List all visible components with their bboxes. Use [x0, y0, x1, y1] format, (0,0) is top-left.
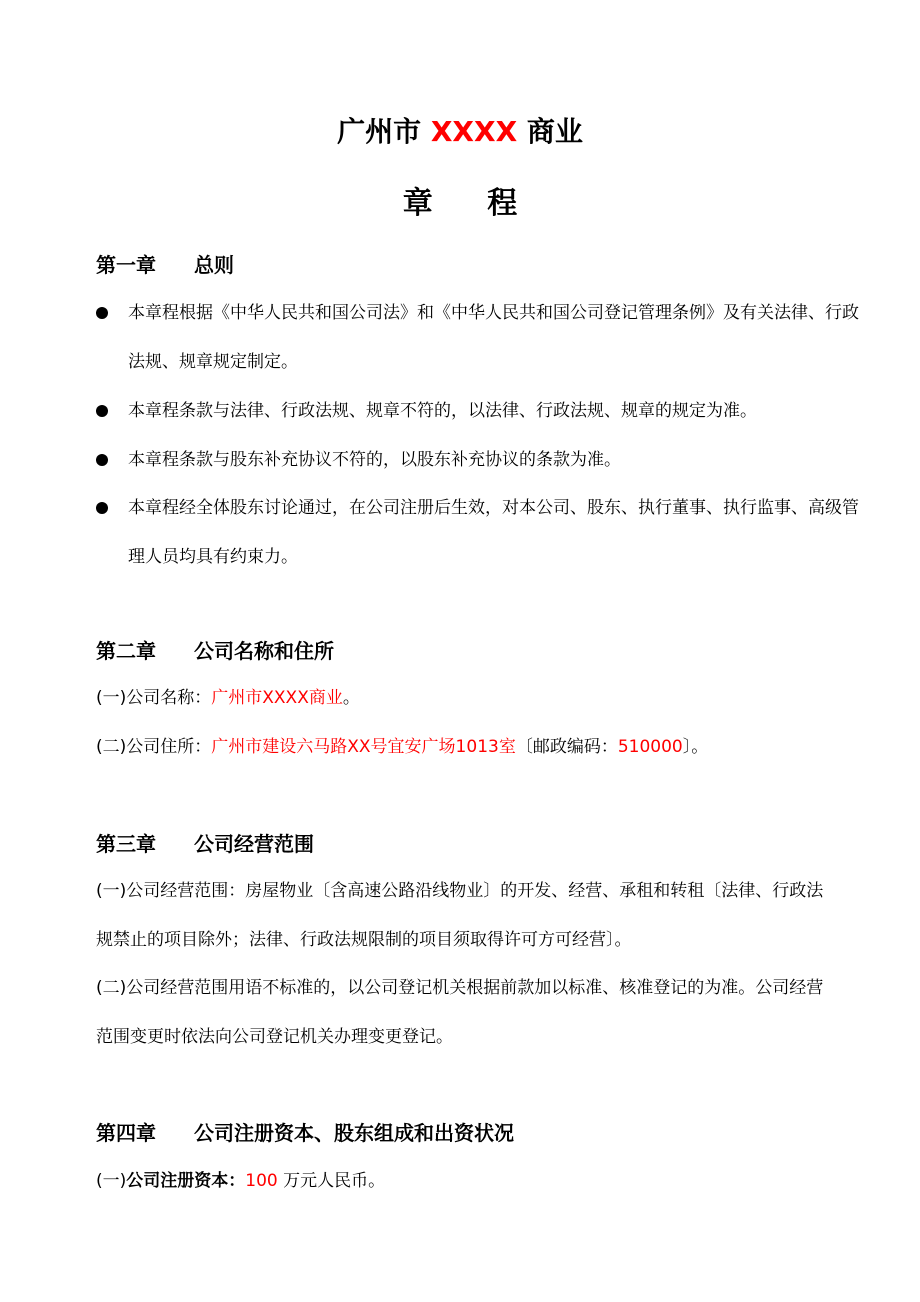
- chapter-title: 总则: [194, 253, 234, 277]
- title-part-1: 广州市: [337, 115, 431, 148]
- chapter-2-heading: [96, 637, 334, 665]
- item-label: 公司注册资本：: [126, 1171, 246, 1191]
- bullet-icon: [96, 454, 108, 466]
- chapter-4-heading: [96, 1119, 514, 1147]
- chapter-title: 公司注册资本、股东组成和出资状况: [194, 1121, 514, 1145]
- chapter-title: 公司经营范围: [194, 832, 314, 856]
- item-text: (二)公司经营范围用语不标准的，以公司登记机关根据前款加以标准、核准登记的为准。公司经营范围变更时依法向公司登记机关办理变更登记。: [96, 978, 824, 1047]
- capital-amount: 100: [245, 1171, 278, 1191]
- item-label: (二)公司住所：: [96, 737, 212, 757]
- chapter-number: 第四章: [96, 1121, 156, 1145]
- business-scope-note-item: [96, 964, 836, 1062]
- list-item: [96, 387, 868, 436]
- list-item-text: 本章程根据《中华人民共和国公司法》和《中华人民共和国公司登记管理条例》及有关法律、行政法规、规章规定制定。: [128, 303, 859, 372]
- title-part-2: 商业: [517, 115, 583, 148]
- list-item-text: 本章程条款与法律、行政法规、规章不符的，以法律、行政法规、规章的规定为准。: [128, 401, 757, 421]
- list-item: [96, 484, 868, 582]
- list-item: [96, 436, 868, 485]
- postcode-value: 510000: [617, 737, 683, 757]
- list-item-text: 本章程条款与股东补充协议不符的，以股东补充协议的条款为准。: [128, 450, 621, 470]
- registered-capital-item: (一)公司注册资本：100 万元人民币。: [96, 1171, 386, 1191]
- chapter-3-heading: [96, 830, 314, 858]
- chapter-number: 第三章: [96, 832, 156, 856]
- title-highlight: XXXX: [430, 115, 518, 148]
- company-name-value: 广州市XXXX商业: [211, 688, 343, 708]
- company-address-item: (二)公司住所：广州市建设六马路XX号宜安广场1013室〔邮政编码：510000〕。: [96, 737, 709, 757]
- business-scope-item: [96, 867, 836, 965]
- company-address-value: 广州市建设六马路XX号宜安广场1013室: [211, 737, 516, 757]
- item-label: (一)公司名称：: [96, 688, 212, 708]
- chapter-number: 第二章: [96, 639, 156, 663]
- bullet-icon: [96, 405, 108, 417]
- list-item-text: 本章程经全体股东讨论通过，在公司注册后生效，对本公司、股东、执行董事、执行监事、高级管理人员均具有约束力。: [128, 498, 859, 567]
- document-subtitle: 章 程: [402, 186, 540, 221]
- chapter-number: 第一章: [96, 253, 156, 277]
- list-item: [96, 289, 868, 387]
- chapter-1-heading: [96, 251, 234, 279]
- chapter-title: 公司名称和住所: [194, 639, 334, 663]
- company-name-item: (一)公司名称：广州市XXXX商业。: [96, 688, 360, 708]
- document-title: [0, 114, 920, 150]
- bullet-icon: [96, 307, 108, 319]
- bullet-icon: [96, 502, 108, 514]
- item-text: (一)公司经营范围：房屋物业〔含高速公路沿线物业〕的开发、经营、承租和转租〔法律、行政法规禁止的项目除外；法律、行政法规限制的项目须取得许可方可经营〕。: [96, 881, 824, 950]
